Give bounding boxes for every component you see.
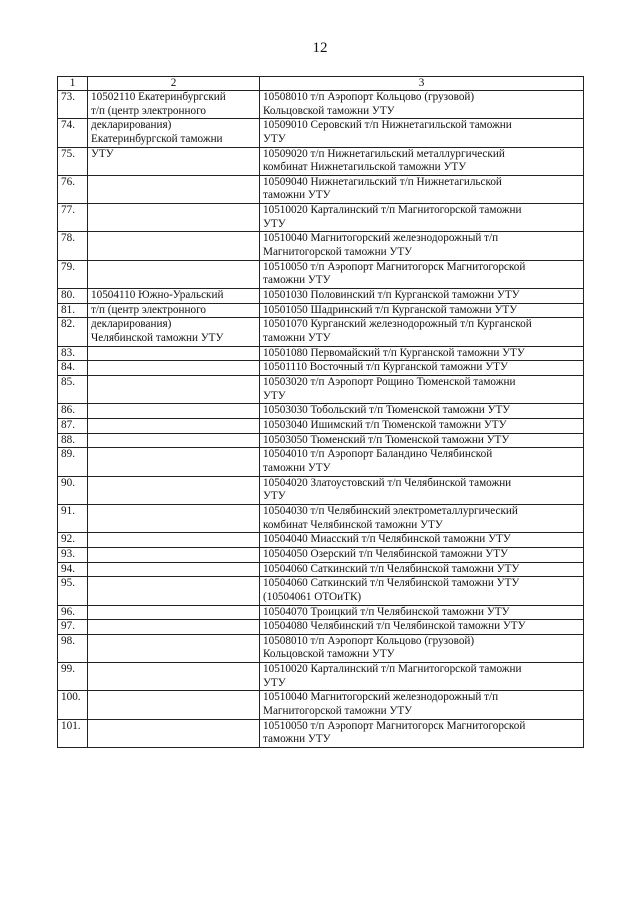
row-number: 93. — [58, 547, 88, 562]
customs-post-cell — [88, 448, 260, 476]
table-row — [58, 547, 584, 562]
table-row — [58, 577, 584, 605]
description-line: 10510020 Карталинский т/п Магнитогорской таможни — [263, 204, 522, 217]
row-number: 101. — [58, 719, 88, 747]
description-line: 10504060 Саткинский т/п Челябинской таможни УТУ — [263, 562, 520, 575]
row-number: 79. — [58, 260, 88, 288]
post-description — [260, 663, 584, 691]
post-description — [260, 547, 584, 562]
customs-post-cell — [88, 433, 260, 448]
post-description — [260, 504, 584, 532]
description-line: 10503020 т/п Аэропорт Рощино Тюменской таможни — [263, 376, 516, 388]
table-row — [58, 119, 584, 147]
post-description — [260, 577, 584, 605]
customs-post-cell — [88, 376, 260, 404]
description-line: 10509010 Серовский т/п Нижнетагильской таможни — [263, 119, 512, 132]
description-line: УТУ — [263, 676, 286, 689]
post-description — [260, 620, 584, 635]
row-number: 87. — [58, 418, 88, 433]
description-line: таможни УТУ — [263, 189, 331, 202]
description-line: УТУ — [263, 217, 286, 230]
customs-post-cell — [88, 605, 260, 620]
description-line: 10504020 Златоустовский т/п Челябинской таможни — [263, 476, 512, 489]
row-number: 91. — [58, 504, 88, 532]
customs-post-cell — [88, 634, 260, 662]
post-name-line: УТУ — [91, 147, 114, 160]
table-row — [58, 260, 584, 288]
description-line: Кольцовской таможни УТУ — [263, 104, 395, 117]
table-row — [58, 663, 584, 691]
post-name-line: т/п (центр электронного — [91, 303, 206, 316]
post-name-line: 10502110 Екатеринбургский — [91, 90, 226, 103]
table-row — [58, 634, 584, 662]
row-number: 88. — [58, 433, 88, 448]
description-line: 10504040 Миасский т/п Челябинской таможни УТУ — [263, 533, 511, 546]
description-line: Кольцовской таможни УТУ — [263, 648, 395, 661]
post-description — [260, 448, 584, 476]
customs-post-name — [88, 289, 260, 304]
table-row — [58, 533, 584, 548]
row-number: 95. — [58, 577, 88, 605]
description-line: Магнитогорской таможни УТУ — [263, 705, 413, 718]
customs-post-cell — [88, 147, 260, 175]
table-row — [58, 289, 584, 304]
table-row — [58, 504, 584, 532]
description-line: 10504030 т/п Челябинский электрометаллургический — [263, 504, 518, 517]
table-row — [58, 303, 584, 318]
post-description — [260, 204, 584, 232]
row-number: 73. — [58, 90, 88, 118]
customs-post-cell — [88, 691, 260, 719]
row-number: 96. — [58, 605, 88, 620]
post-description — [260, 433, 584, 448]
post-description — [260, 260, 584, 288]
post-description — [260, 119, 584, 147]
description-line: 10510020 Карталинский т/п Магнитогорской таможни — [263, 663, 522, 676]
table-header-row — [58, 77, 584, 91]
row-number: 77. — [58, 204, 88, 232]
description-line: таможни УТУ — [263, 332, 331, 345]
table-row — [58, 376, 584, 404]
row-number: 90. — [58, 476, 88, 504]
description-line: 10504060 Саткинский т/п Челябинской таможни УТУ — [263, 577, 520, 590]
customs-post-cell — [88, 361, 260, 376]
description-line: УТУ — [263, 389, 286, 402]
customs-post-cell — [88, 119, 260, 147]
description-line: УТУ — [263, 490, 286, 503]
table-row — [58, 404, 584, 419]
row-number: 75. — [58, 147, 88, 175]
customs-posts-table — [57, 76, 584, 748]
customs-post-cell — [88, 533, 260, 548]
description-line: комбинат Челябинской таможни УТУ — [263, 518, 443, 531]
post-description — [260, 289, 584, 304]
customs-post-cell — [88, 175, 260, 203]
row-number: 78. — [58, 232, 88, 260]
post-name-line: т/п (центр электронного — [91, 104, 206, 117]
post-description — [260, 719, 584, 747]
post-description — [260, 418, 584, 433]
description-line: таможни УТУ — [263, 274, 331, 287]
post-description — [260, 605, 584, 620]
description-line: Магнитогорской таможни УТУ — [263, 246, 413, 259]
row-number: 97. — [58, 620, 88, 635]
customs-post-cell — [88, 562, 260, 577]
customs-post-cell — [88, 547, 260, 562]
customs-post-cell — [88, 204, 260, 232]
post-name-line: Екатеринбургской таможни — [91, 132, 223, 145]
table-row — [58, 346, 584, 361]
table-row — [58, 605, 584, 620]
post-description — [260, 232, 584, 260]
table-body — [58, 90, 584, 747]
description-line: УТУ — [263, 132, 286, 145]
description-line: 10504010 т/п Аэропорт Баландино Челябинской — [263, 448, 493, 461]
customs-post-cell — [88, 260, 260, 288]
description-line: 10501050 Шадринский т/п Курганской таможни УТУ — [263, 303, 518, 316]
description-line: (10504061 ОТОиТК) — [263, 590, 362, 603]
customs-post-cell — [88, 232, 260, 260]
row-number: 100. — [58, 691, 88, 719]
row-number: 89. — [58, 448, 88, 476]
post-description — [260, 691, 584, 719]
table-row — [58, 476, 584, 504]
description-line: таможни УТУ — [263, 461, 331, 474]
post-name-line: декларирования) — [91, 318, 172, 331]
description-line: таможни УТУ — [263, 733, 331, 746]
row-number: 94. — [58, 562, 88, 577]
header-col-1: 1 — [58, 77, 88, 91]
customs-post-cell — [88, 577, 260, 605]
description-line: 10508010 т/п Аэропорт Кольцово (грузовой) — [263, 634, 475, 647]
row-number: 92. — [58, 533, 88, 548]
customs-post-cell — [88, 404, 260, 419]
customs-post-cell — [88, 303, 260, 318]
customs-post-cell — [88, 620, 260, 635]
description-line: 10503040 Ишимский т/п Тюменской таможни УТУ — [263, 418, 507, 431]
post-description — [260, 318, 584, 346]
page-number: 12 — [312, 40, 328, 56]
table-row — [58, 418, 584, 433]
description-line: 10501070 Курганский железнодорожный т/п Курганской — [263, 318, 532, 331]
description-line: 10501110 Восточный т/п Курганской таможни УТУ — [263, 361, 508, 374]
post-description — [260, 476, 584, 504]
row-number: 83. — [58, 346, 88, 361]
header-col-2: 2 — [88, 77, 260, 91]
post-name-line: декларирования) — [91, 119, 172, 132]
description-line: 10510040 Магнитогорский железнодорожный т/п — [263, 232, 499, 245]
description-line: 10510040 Магнитогорский железнодорожный т/п — [263, 691, 499, 704]
post-description — [260, 175, 584, 203]
description-line: 10509040 Нижнетагильский т/п Нижнетагильской — [263, 175, 502, 188]
post-description — [260, 346, 584, 361]
table-row — [58, 562, 584, 577]
post-description — [260, 376, 584, 404]
row-number: 85. — [58, 376, 88, 404]
row-number: 98. — [58, 634, 88, 662]
description-line: 10501080 Первомайский т/п Курганской таможни УТУ — [263, 346, 525, 359]
post-description — [260, 147, 584, 175]
description-line: 10503030 Тобольский т/п Тюменской таможни УТУ — [263, 404, 511, 417]
table-row — [58, 204, 584, 232]
table-row — [58, 90, 584, 118]
table-row — [58, 719, 584, 747]
row-number: 99. — [58, 663, 88, 691]
table-row — [58, 318, 584, 346]
row-number: 76. — [58, 175, 88, 203]
table-row — [58, 691, 584, 719]
row-number: 74. — [58, 119, 88, 147]
description-line: 10510050 т/п Аэропорт Магнитогорск Магнитогорской — [263, 260, 526, 273]
table-row — [58, 232, 584, 260]
customs-post-cell — [88, 346, 260, 361]
post-description — [260, 562, 584, 577]
customs-post-cell — [88, 719, 260, 747]
description-line: 10504080 Челябинский т/п Челябинской таможни УТУ — [263, 620, 526, 633]
table-row — [58, 433, 584, 448]
customs-post-name — [88, 90, 260, 118]
post-description — [260, 533, 584, 548]
description-line: 10504050 Озерский т/п Челябинской таможни УТУ — [263, 547, 508, 560]
post-description — [260, 90, 584, 118]
description-line: 10501030 Половинский т/п Курганской таможни УТУ — [263, 289, 520, 302]
description-line: 10503050 Тюменский т/п Тюменской таможни УТУ — [263, 433, 510, 446]
table-row — [58, 620, 584, 635]
post-name-line: Челябинской таможни УТУ — [91, 332, 224, 345]
post-description — [260, 634, 584, 662]
description-line: 10508010 т/п Аэропорт Кольцово (грузовой) — [263, 90, 475, 103]
customs-post-cell — [88, 504, 260, 532]
table-row — [58, 175, 584, 203]
post-description — [260, 361, 584, 376]
row-number: 84. — [58, 361, 88, 376]
customs-post-cell — [88, 663, 260, 691]
description-line: комбинат Нижнетагильской таможни УТУ — [263, 161, 467, 174]
row-number: 81. — [58, 303, 88, 318]
table-row — [58, 361, 584, 376]
header-col-3: 3 — [260, 77, 584, 91]
row-number: 82. — [58, 318, 88, 346]
post-description — [260, 404, 584, 419]
row-number: 86. — [58, 404, 88, 419]
description-line: 10504070 Троицкий т/п Челябинской таможни УТУ — [263, 605, 510, 618]
description-line: 10510050 т/п Аэропорт Магнитогорск Магнитогорской — [263, 719, 526, 732]
description-line: 10509020 т/п Нижнетагильский металлургический — [263, 147, 505, 160]
row-number: 80. — [58, 289, 88, 304]
customs-post-cell — [88, 476, 260, 504]
post-name-line: 10504110 Южно-Уральский — [91, 289, 224, 302]
table-row — [58, 147, 584, 175]
table-row — [58, 448, 584, 476]
customs-post-cell — [88, 418, 260, 433]
post-description — [260, 303, 584, 318]
customs-post-cell — [88, 318, 260, 346]
